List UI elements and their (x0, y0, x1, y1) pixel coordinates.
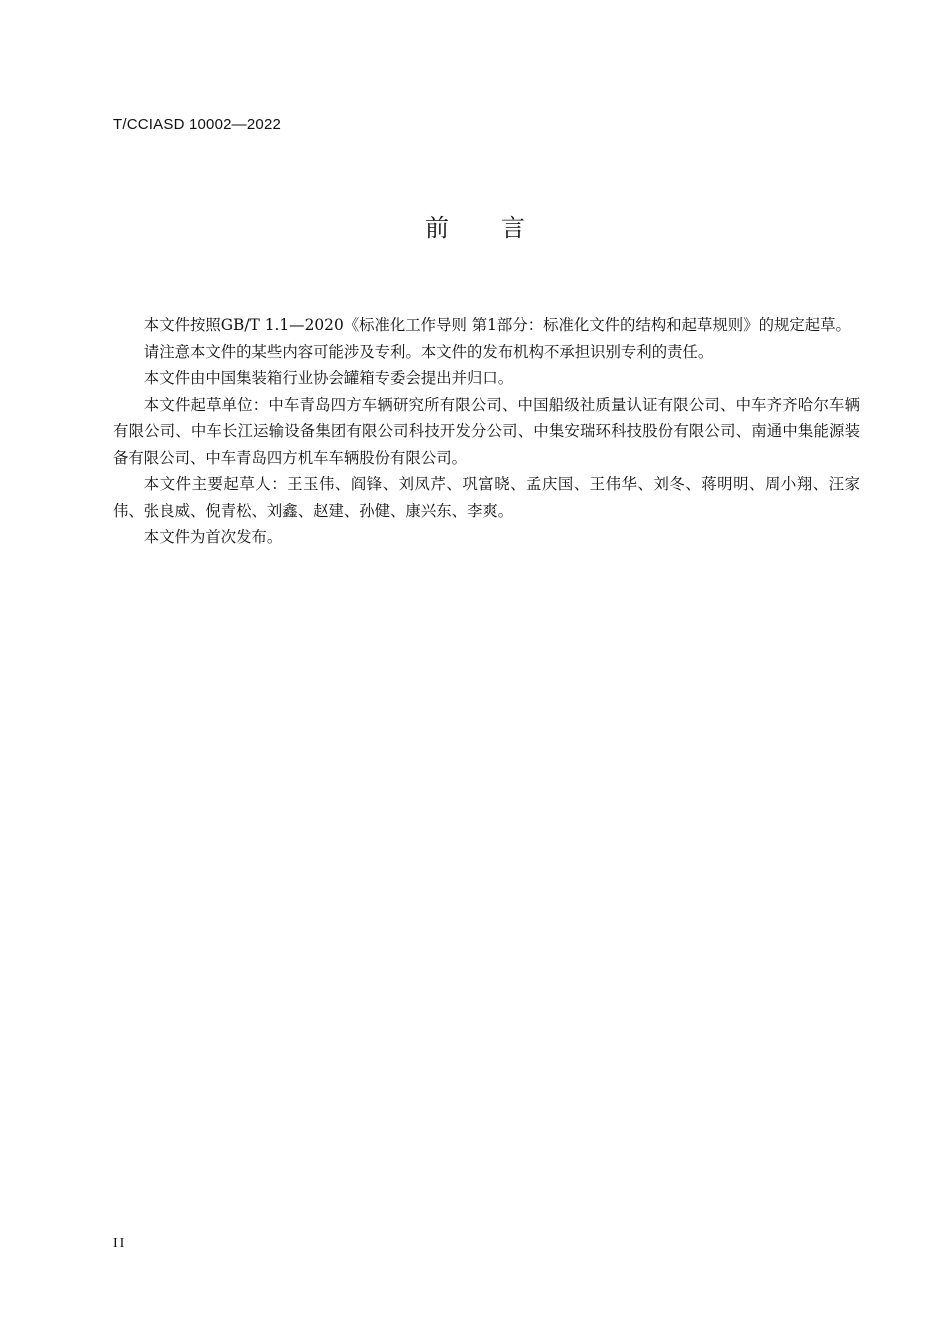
document-code: T/CCIASD 10002—2022 (113, 116, 282, 133)
foreword-body (113, 312, 860, 551)
page-number: II (113, 1236, 127, 1251)
paragraph-first-release: 本文件为首次发布。 (143, 528, 283, 546)
paragraph-proposer: 本文件由中国集装箱行业协会罐箱专委会提出并归口。 (143, 369, 514, 387)
paragraph-drafting-units: 本文件起草单位：中车青岛四方车辆研究所有限公司、中国船级社质量认证有限公司、中车齐齐哈尔车辆有限公司、中车长江运输设备集团有限公司科技开发分公司、中集安瑞环科技股份有限公司、南通中集能源装备有限公司、中车青岛四方机车车辆股份有限公司。 (113, 395, 860, 467)
paragraph-drafting-rules: 本文件按照GB/T 1.1—2020《标准化工作导则 第1部分：标准化文件的结构和起草规则》的规定起草。 (143, 316, 851, 334)
paragraph-drafters: 本文件主要起草人：王玉伟、阎锋、刘凤芹、巩富晓、孟庆国、王伟华、刘冬、蒋明明、周小翔、汪家伟、张良威、倪青松、刘鑫、赵建、孙健、康兴东、李爽。 (113, 475, 860, 520)
page-title: 前言 (425, 214, 577, 242)
paragraph-patent-notice: 请注意本文件的某些内容可能涉及专利。本文件的发布机构不承担识别专利的责任。 (143, 342, 714, 361)
